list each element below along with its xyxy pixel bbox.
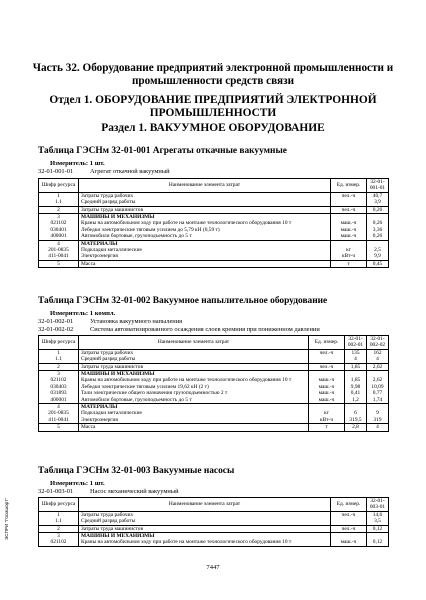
cell-cipher: 411-0041	[39, 253, 79, 260]
cell-value: 4	[367, 356, 389, 363]
cell-name: Автомобили бортовые, грузоподъемность до 5 т	[79, 233, 331, 240]
cell-cipher: 3	[39, 214, 79, 221]
cell-value: 9,98	[345, 384, 367, 390]
table-row	[39, 539, 389, 546]
cell-name: Средний разряд работы	[79, 356, 309, 363]
header-code: 32-01-001-01	[367, 179, 389, 193]
cell-name: Затраты труда рабочих	[79, 192, 331, 199]
cell-cipher: 1	[39, 511, 79, 518]
cell-value: 14,6	[367, 511, 389, 518]
code-number: 32-01-002-01	[38, 318, 74, 325]
table-row	[39, 417, 389, 424]
cell-value	[367, 240, 389, 247]
header-cipher: Шифр ресурса	[39, 336, 79, 350]
cell-name: Лебедки электрические тяговым усилием до 5,79 кН (0,59 т)	[79, 227, 331, 233]
header-name: Наименование элемента затрат	[79, 179, 331, 193]
cell-value	[367, 371, 389, 378]
cell-cipher: 3	[39, 371, 79, 378]
cell-value: 3,36	[367, 227, 389, 233]
cell-name: Затраты труда машинистов	[79, 206, 331, 213]
cell-name: Средний разряд работы	[79, 199, 331, 206]
cell-value: 0,77	[367, 390, 389, 396]
table-2-code-line-1	[38, 318, 182, 325]
cell-name: Масса	[79, 424, 309, 431]
header-unit: Ед. измер.	[331, 179, 367, 193]
table-row	[39, 240, 389, 247]
cell-value: 1,74	[367, 397, 389, 404]
cell-name: МАТЕРИАЛЫ	[79, 240, 331, 247]
table-row	[39, 525, 389, 532]
cell-name: МАШИНЫ И МЕХАНИЗМЫ	[79, 371, 309, 378]
cell-name: Подкладки металлические	[79, 247, 331, 253]
cell-name: Электроэнергия	[79, 253, 331, 260]
cell-name: МАШИНЫ И МЕХАНИЗМЫ	[79, 533, 331, 540]
page-number: 7447	[206, 564, 220, 571]
cell-value: 9	[367, 410, 389, 416]
cell-name: Средний разряд работы	[79, 518, 331, 525]
estimate-table-1	[38, 178, 389, 268]
cell-value: 3,9	[367, 199, 389, 206]
table-1-measure: Измеритель: 1 шт.	[50, 160, 105, 167]
cell-unit: маш.-ч	[309, 390, 345, 396]
cell-cipher: 1	[39, 349, 79, 356]
table-2-measure: Измеритель: 1 компл.	[50, 310, 116, 317]
header-code: 32-01-002-01	[345, 336, 367, 350]
header-cipher: Шифр ресурса	[39, 179, 79, 193]
cell-cipher: 031893	[39, 390, 79, 396]
cell-unit: чел.-ч	[331, 206, 367, 213]
cell-unit: маш.-ч	[331, 233, 367, 240]
table-header-row	[39, 336, 389, 350]
cell-cipher: 021102	[39, 377, 79, 383]
table-row	[39, 518, 389, 525]
cell-name: Масса	[79, 260, 331, 267]
cell-cipher: 2	[39, 206, 79, 213]
cell-unit	[331, 199, 367, 206]
cell-name: Затраты труда машинистов	[79, 525, 331, 532]
cell-unit: кВт-ч	[331, 253, 367, 260]
table-row	[39, 404, 389, 411]
table-row	[39, 199, 389, 206]
code-description: Насос механический вакуумный	[90, 488, 179, 495]
cell-unit	[331, 214, 367, 221]
cell-value: 0,26	[367, 233, 389, 240]
part-title: Часть 32. Оборудование предприятий электронной промышленности и промышленности средств связи	[32, 62, 394, 87]
cell-unit: кг	[309, 410, 345, 416]
table-3-measure: Измеритель: 1 шт.	[50, 480, 105, 487]
cell-unit	[331, 518, 367, 525]
cell-cipher: 201-0835	[39, 410, 79, 416]
cell-name: МАШИНЫ И МЕХАНИЗМЫ	[79, 214, 331, 221]
table-1-title: Таблица ГЭСНм 32-01-001 Агрегаты откачные вакуумные	[38, 146, 287, 156]
cell-name: Затраты труда рабочих	[79, 349, 309, 356]
cell-value: 2,8	[345, 424, 367, 431]
cell-value	[367, 404, 389, 411]
cell-name: Затраты труда машинистов	[79, 363, 309, 370]
cell-value: 1,85	[345, 377, 367, 383]
cell-name: МАТЕРИАЛЫ	[79, 404, 309, 411]
cell-value: 1,85	[345, 363, 367, 370]
cell-name: Краны на автомобильном ходу при работе на монтаже технологического оборудования 10 т	[79, 220, 331, 226]
cell-value: 0,12	[367, 525, 389, 532]
header-name: Наименование элемента затрат	[79, 498, 331, 512]
cell-cipher: 400001	[39, 233, 79, 240]
cell-unit: маш.-ч	[331, 220, 367, 226]
estimate-table-3	[38, 497, 389, 547]
cell-name: Затраты труда рабочих	[79, 511, 331, 518]
table-row	[39, 356, 389, 363]
cell-unit: кг	[331, 247, 367, 253]
side-note: ЭСПРИ "Госмшорт"	[4, 498, 9, 540]
cell-cipher: 201-0835	[39, 247, 79, 253]
cell-unit	[309, 356, 345, 363]
table-3-code-line	[38, 488, 179, 495]
cell-value: 2,62	[367, 377, 389, 383]
cell-value	[345, 371, 367, 378]
table-row	[39, 253, 389, 260]
cell-value: 319	[367, 417, 389, 424]
table-row	[39, 206, 389, 213]
cell-cipher: 1.1	[39, 356, 79, 363]
cell-value: 4	[345, 356, 367, 363]
cell-value: 6	[345, 410, 367, 416]
table-2-title: Таблица ГЭСНм 32-01-002 Вакуумное напылительное оборудование	[38, 296, 328, 306]
cell-unit: кВт-ч	[309, 417, 345, 424]
table-row	[39, 397, 389, 404]
cell-cipher: 2	[39, 525, 79, 532]
cell-value	[345, 404, 367, 411]
cell-cipher: 400001	[39, 397, 79, 404]
cell-value: 9,9	[367, 253, 389, 260]
table-header-row	[39, 498, 389, 512]
table-row	[39, 424, 389, 431]
cell-value: 0,26	[367, 220, 389, 226]
cell-unit: маш.-ч	[309, 377, 345, 383]
code-description: Система автоматизированного осаждения слоев кремния при пониженном давлении	[90, 326, 320, 333]
code-number: 32-01-003-01	[38, 488, 74, 495]
cell-unit: маш.-ч	[309, 384, 345, 390]
cell-unit: маш.-ч	[309, 397, 345, 404]
header-code: 32-01-003-01	[367, 498, 389, 512]
cell-cipher: 021102	[39, 220, 79, 226]
table-row	[39, 233, 389, 240]
cell-cipher: 1.1	[39, 518, 79, 525]
cell-name: Лебедки электрические тяговым усилием 19,62 кН (2 т)	[79, 384, 309, 390]
cell-value: 319,5	[345, 417, 367, 424]
cell-cipher: 1	[39, 192, 79, 199]
table-1-code-line	[38, 168, 170, 175]
header-name: Наименование элемента затрат	[79, 336, 309, 350]
cell-name: Электроэнергия	[79, 417, 309, 424]
cell-unit: чел.-ч	[331, 511, 367, 518]
cell-unit: маш.-ч	[331, 539, 367, 546]
cell-unit: т	[309, 424, 345, 431]
header-unit: Ед. измер.	[309, 336, 345, 350]
table-header-row	[39, 179, 389, 193]
cell-value: 0,41	[345, 390, 367, 396]
cell-value	[367, 533, 389, 540]
cell-unit	[331, 240, 367, 247]
cell-unit	[309, 371, 345, 378]
cell-name: Автомобили бортовые, грузоподъемность до 5 т	[79, 397, 309, 404]
cell-value: 0,26	[367, 206, 389, 213]
otdel-title: Отдел 1. ОБОРУДОВАНИЕ ПРЕДПРИЯТИЙ ЭЛЕКТРОННОЙ ПРОМЫШЛЕННОСТИ	[49, 94, 377, 119]
cell-cipher: 2	[39, 363, 79, 370]
cell-cipher: 5	[39, 424, 79, 431]
header-unit: Ед. измер.	[331, 498, 367, 512]
cell-name: Краны на автомобильном ходу при работе на монтаже технологического оборудования 10 т	[79, 377, 309, 383]
cell-cipher: 5	[39, 260, 79, 267]
razdel-title: Раздел 1. ВАКУУМНОЕ ОБОРУДОВАНИЕ	[101, 122, 325, 134]
cell-unit: чел.-ч	[331, 192, 367, 199]
table-2-code-line-2	[38, 326, 320, 333]
cell-value: 40,7	[367, 192, 389, 199]
table-3-title: Таблица ГЭСНм 32-01-003 Вакуумные насосы	[38, 466, 235, 476]
cell-value: 3,5	[367, 518, 389, 525]
header-code: 32-01-002-02	[367, 336, 389, 350]
cell-value: 10,09	[367, 384, 389, 390]
cell-cipher: 021102	[39, 539, 79, 546]
cell-cipher: 030403	[39, 384, 79, 390]
cell-value: 0,12	[367, 539, 389, 546]
cell-value	[367, 214, 389, 221]
cell-cipher: 4	[39, 240, 79, 247]
cell-value: 4	[367, 424, 389, 431]
cell-cipher: 3	[39, 533, 79, 540]
cell-value: 162	[367, 349, 389, 356]
code-description: Агрегат откачной вакуумный	[90, 168, 170, 175]
code-description: Установка вакуумного напыления	[90, 318, 183, 325]
cell-name: Тали электрические общего назначения грузоподъемностью 2 т	[79, 390, 309, 396]
cell-name: Подкладки металлические	[79, 410, 309, 416]
cell-value: 135	[345, 349, 367, 356]
cell-cipher: 411-0041	[39, 417, 79, 424]
cell-cipher: 4	[39, 404, 79, 411]
cell-unit: т	[331, 260, 367, 267]
cell-unit: маш.-ч	[331, 227, 367, 233]
code-number: 32-01-001-01	[38, 168, 74, 175]
cell-value: 2,62	[367, 363, 389, 370]
cell-cipher: 1.1	[39, 199, 79, 206]
table-row	[39, 363, 389, 370]
cell-value: 0,45	[367, 260, 389, 267]
code-number: 32-01-002-02	[38, 326, 74, 333]
cell-unit: чел.-ч	[309, 363, 345, 370]
cell-unit: чел.-ч	[331, 525, 367, 532]
cell-cipher: 030401	[39, 227, 79, 233]
cell-name: Краны на автомобильном ходу при работе на монтаже технологического оборудования 10 т	[79, 539, 331, 546]
header-cipher: Шифр ресурса	[39, 498, 79, 512]
table-row	[39, 260, 389, 267]
cell-unit	[309, 404, 345, 411]
estimate-table-2	[38, 335, 389, 432]
cell-unit	[331, 533, 367, 540]
cell-value: 2,5	[367, 247, 389, 253]
cell-value: 1,2	[345, 397, 367, 404]
cell-unit: чел.-ч	[309, 349, 345, 356]
